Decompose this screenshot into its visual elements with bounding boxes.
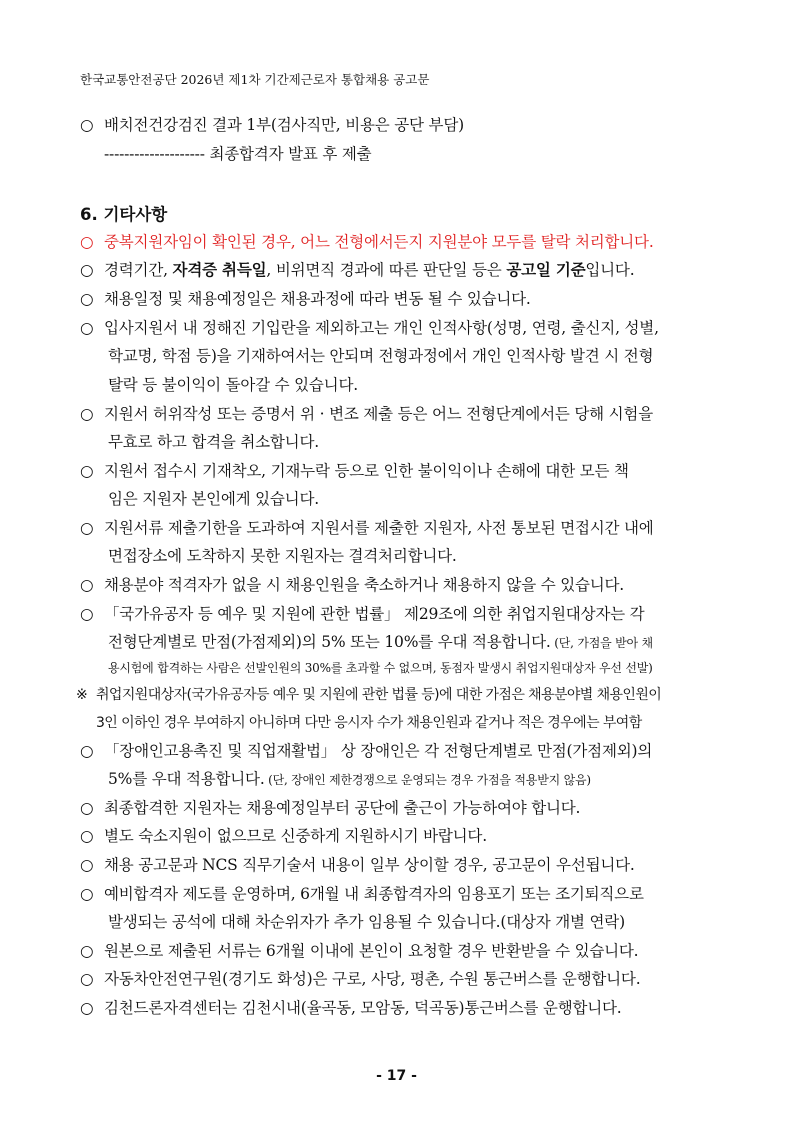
item-continuation: 탈락 등 불이익이 돌아갈 수 있습니다. <box>108 376 358 394</box>
list-item <box>80 230 654 252</box>
item-continuation: 학교명, 학점 등)을 기재하여서는 안되며 전형과정에서 개인 인적사항 발견 시 전형 <box>108 347 654 365</box>
emphasis-text: 자격증 취득일 <box>172 261 267 279</box>
list-item <box>80 939 638 961</box>
list-item <box>80 602 644 624</box>
item-text: 채용분야 적격자가 없을 시 채용인원을 축소하거나 채용하지 않을 수 있습니다. <box>104 576 625 594</box>
item-text: 지원서류 제출기한을 도과하여 지원서를 제출한 지원자, 사전 통보된 면접시간 내에 <box>104 519 654 537</box>
list-item <box>80 853 635 875</box>
item-text: 별도 숙소지원이 없으므로 신중하게 지원하시기 바랍니다. <box>104 827 487 845</box>
item-text: 채용 공고문과 NCS 직무기술서 내용이 일부 상이할 경우, 공고문이 우선됩니다. <box>104 856 635 874</box>
item-text: 채용일정 및 채용예정일은 채용과정에 따라 변동 될 수 있습니다. <box>104 290 531 308</box>
item-text: 경력기간, <box>104 261 173 279</box>
item-text: 배치전건강검진 결과 1부(검사직만, 비용은 공단 부담) <box>104 116 464 134</box>
list-item <box>80 824 487 846</box>
list-item <box>80 287 531 309</box>
small-note: (단, 가점을 받아 채 <box>550 636 653 650</box>
bullet-icon: ○ <box>80 885 94 903</box>
item-continuation <box>108 630 653 652</box>
bullet-icon: ○ <box>80 290 94 308</box>
bullet-icon: ○ <box>80 233 94 251</box>
emphasis-text: 공고일 기준 <box>506 261 586 279</box>
item-continuation: 임은 지원자 본인에게 있습니다. <box>108 490 319 508</box>
bullet-icon: ○ <box>80 970 94 988</box>
list-item <box>80 459 629 481</box>
item-text: 「장애인고용촉진 및 직업재활법」 상 장애인은 각 전형단계별로 만점(가점제외)의 <box>104 742 653 760</box>
item-text: 입니다. <box>585 261 635 279</box>
page-number: - 17 - <box>376 1068 417 1084</box>
list-item <box>80 882 644 904</box>
item-continuation <box>108 767 591 789</box>
item-text: 예비합격자 제도를 운영하며, 6개월 내 최종합격자의 임용포기 또는 조기퇴직으로 <box>104 885 644 903</box>
item-text: 전형단계별로 만점(가점제외)의 5% 또는 10%를 우대 적용합니다. <box>108 633 551 651</box>
list-item <box>80 739 652 761</box>
bullet-icon: ○ <box>80 856 94 874</box>
bullet-icon: ○ <box>80 605 94 623</box>
bullet-icon: ○ <box>80 827 94 845</box>
list-item <box>80 258 634 280</box>
bullet-icon: ○ <box>80 405 94 423</box>
list-item <box>80 402 653 424</box>
bullet-icon: ○ <box>80 319 94 337</box>
small-note: (단, 장애인 제한경쟁으로 운영되는 경우 가점을 적용받지 않음) <box>264 773 591 787</box>
list-item <box>80 573 624 595</box>
item-continuation: 3인 이하인 경우 부여하지 아니하며 다만 응시자 수가 채용인원과 같거나 적은 경우에는 부여함 <box>96 715 642 731</box>
bullet-icon: ○ <box>80 942 94 960</box>
item-text: 원본으로 제출된 서류는 6개월 이내에 본인이 요청할 경우 반환받을 수 있습니다. <box>104 942 639 960</box>
list-item <box>80 996 622 1018</box>
item-text: 5%를 우대 적용합니다. <box>108 770 265 788</box>
bullet-icon: ○ <box>80 576 94 594</box>
item-text: 입사지원서 내 정해진 기입란을 제외하고는 개인 인적사항(성명, 연령, 출신지, 성별, <box>104 319 659 337</box>
bullet-icon: ○ <box>80 999 94 1017</box>
list-item <box>80 113 464 135</box>
notice-item <box>76 684 661 704</box>
bullet-icon: ○ <box>80 519 94 537</box>
list-item <box>80 316 659 338</box>
bullet-icon: ○ <box>80 462 94 480</box>
small-note: 용시험에 합격하는 사람은 선발인원의 30%를 초과할 수 없으며, 동점자 발생시 취업지원대상자 우선 선발) <box>108 661 653 675</box>
item-continuation: 발생되는 공석에 대해 차순위자가 추가 임용될 수 있습니다.(대상자 개별 연락) <box>108 913 625 931</box>
item-text: 자동차안전연구원(경기도 화성)은 구로, 사당, 평촌, 수원 통근버스를 운행합니다. <box>104 970 641 988</box>
bullet-icon: ○ <box>80 742 94 760</box>
item-text: 지원서 허위작성 또는 증명서 위 · 변조 제출 등은 어느 전형단계에서든 당해 시험을 <box>104 405 653 423</box>
list-item <box>80 967 640 989</box>
list-item <box>80 796 580 818</box>
item-continuation: 무효로 하고 합격을 취소합니다. <box>108 433 319 451</box>
item-text: 취업지원대상자(국가유공자등 예우 및 지원에 관한 법률 등)에 대한 가점은 채용분야별 채용인원이 <box>96 687 662 703</box>
bullet-icon: ○ <box>80 261 94 279</box>
item-text: 「국가유공자 등 예우 및 지원에 관한 법률」 제29조에 의한 취업지원대상자는 각 <box>104 605 645 623</box>
note-mark-icon: ※ <box>76 687 88 703</box>
item-continuation: 면접장소에 도착하지 못한 지원자는 결격처리합니다. <box>108 547 457 565</box>
bullet-icon: ○ <box>80 116 94 134</box>
item-text: , 비위면직 경과에 따른 판단일 등은 <box>266 261 507 279</box>
bullet-icon: ○ <box>80 799 94 817</box>
item-text: 김천드론자격센터는 김천시내(율곡동, 모암동, 덕곡동)통근버스를 운행합니다. <box>104 999 622 1017</box>
item-text: 중복지원자임이 확인된 경우, 어느 전형에서든지 지원분야 모두를 탈락 처리합니다. <box>104 233 654 251</box>
list-item <box>80 516 654 538</box>
item-text: 지원서 접수시 기재착오, 기재누락 등으로 인한 불이익이나 손해에 대한 모든 책 <box>104 462 629 480</box>
submission-note: -------------------- 최종합격자 발표 후 제출 <box>104 145 372 163</box>
section-title: 6. 기타사항 <box>80 205 168 224</box>
page-header: 한국교통안전공단 2026년 제1차 기간제근로자 통합채용 공고문 <box>80 72 430 87</box>
item-text: 최종합격한 지원자는 채용예정일부터 공단에 출근이 가능하여야 합니다. <box>104 799 581 817</box>
